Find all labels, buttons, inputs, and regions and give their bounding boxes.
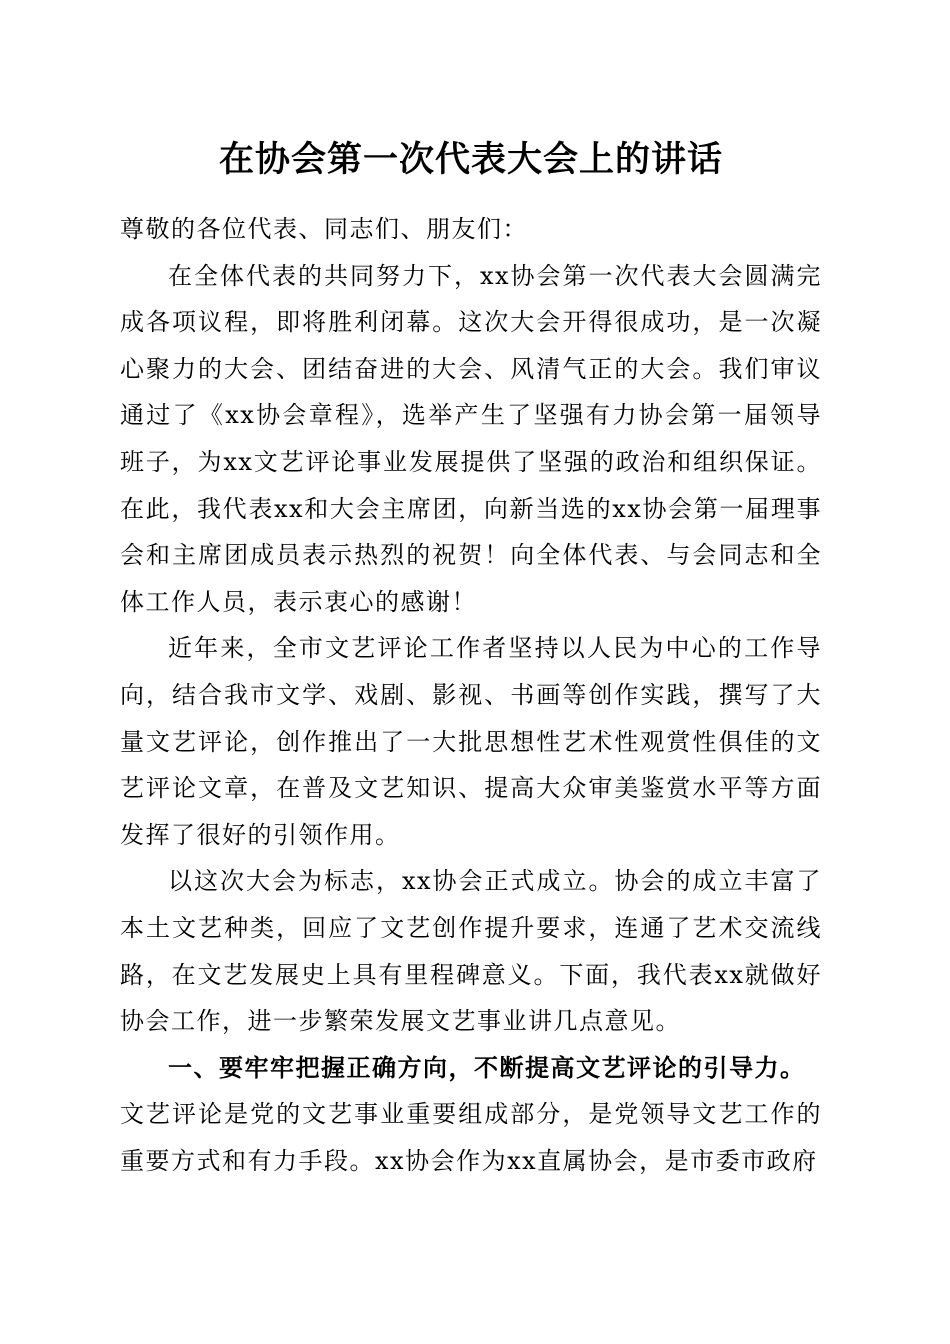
salutation: 尊敬的各位代表、同志们、朋友们： — [120, 215, 528, 243]
section-paragraph: 文艺评论是党的文艺事业重要组成部分，是党领导文艺工作的重要方式和有力手段。xx协会作为xx直属协会，是市委市政府 — [120, 1100, 822, 1175]
section-heading: 一、要牢牢把握正确方向，不断提高文艺评论的引导力。 — [168, 1053, 806, 1082]
paragraph-3: 以这次大会为标志，xx协会正式成立。协会的成立丰富了本土文艺种类，回应了文艺创作提升要求，连通了艺术交流线路，在文艺发展史上具有里程碑意义。下面，我代表xx就做好协会工作，进一步繁荣发展文艺事业讲几点意见。 — [120, 867, 822, 1036]
paragraph-1: 在全体代表的共同努力下，xx协会第一次代表大会圆满完成各项议程，即将胜利闭幕。这次大会开得很成功，是一次凝心聚力的大会、团结奋进的大会、风清气正的大会。我们审议通过了《xx协会章程》，选举产生了坚强有力协会第一届领导班子，为xx文艺评论事业发展提供了坚强的政治和组织保证。在此，我代表xx和大会主席团，向新当选的xx协会第一届理事会和主席团成员表示热烈的祝贺！向全体代表、与会同志和全体工作人员，表示衷心的感谢！ — [120, 261, 822, 616]
paragraph-2: 近年来，全市文艺评论工作者坚持以人民为中心的工作导向，结合我市文学、戏剧、影视、书画等创作实践，撰写了大量文艺评论，创作推出了一大批思想性艺术性观赏性俱佳的文艺评论文章，在普及文艺知识、提高大众审美鉴赏水平等方面发挥了很好的引领作用。 — [120, 634, 822, 849]
document-title: 在协会第一次代表大会上的讲话 — [218, 139, 723, 180]
document-body — [120, 206, 822, 1184]
